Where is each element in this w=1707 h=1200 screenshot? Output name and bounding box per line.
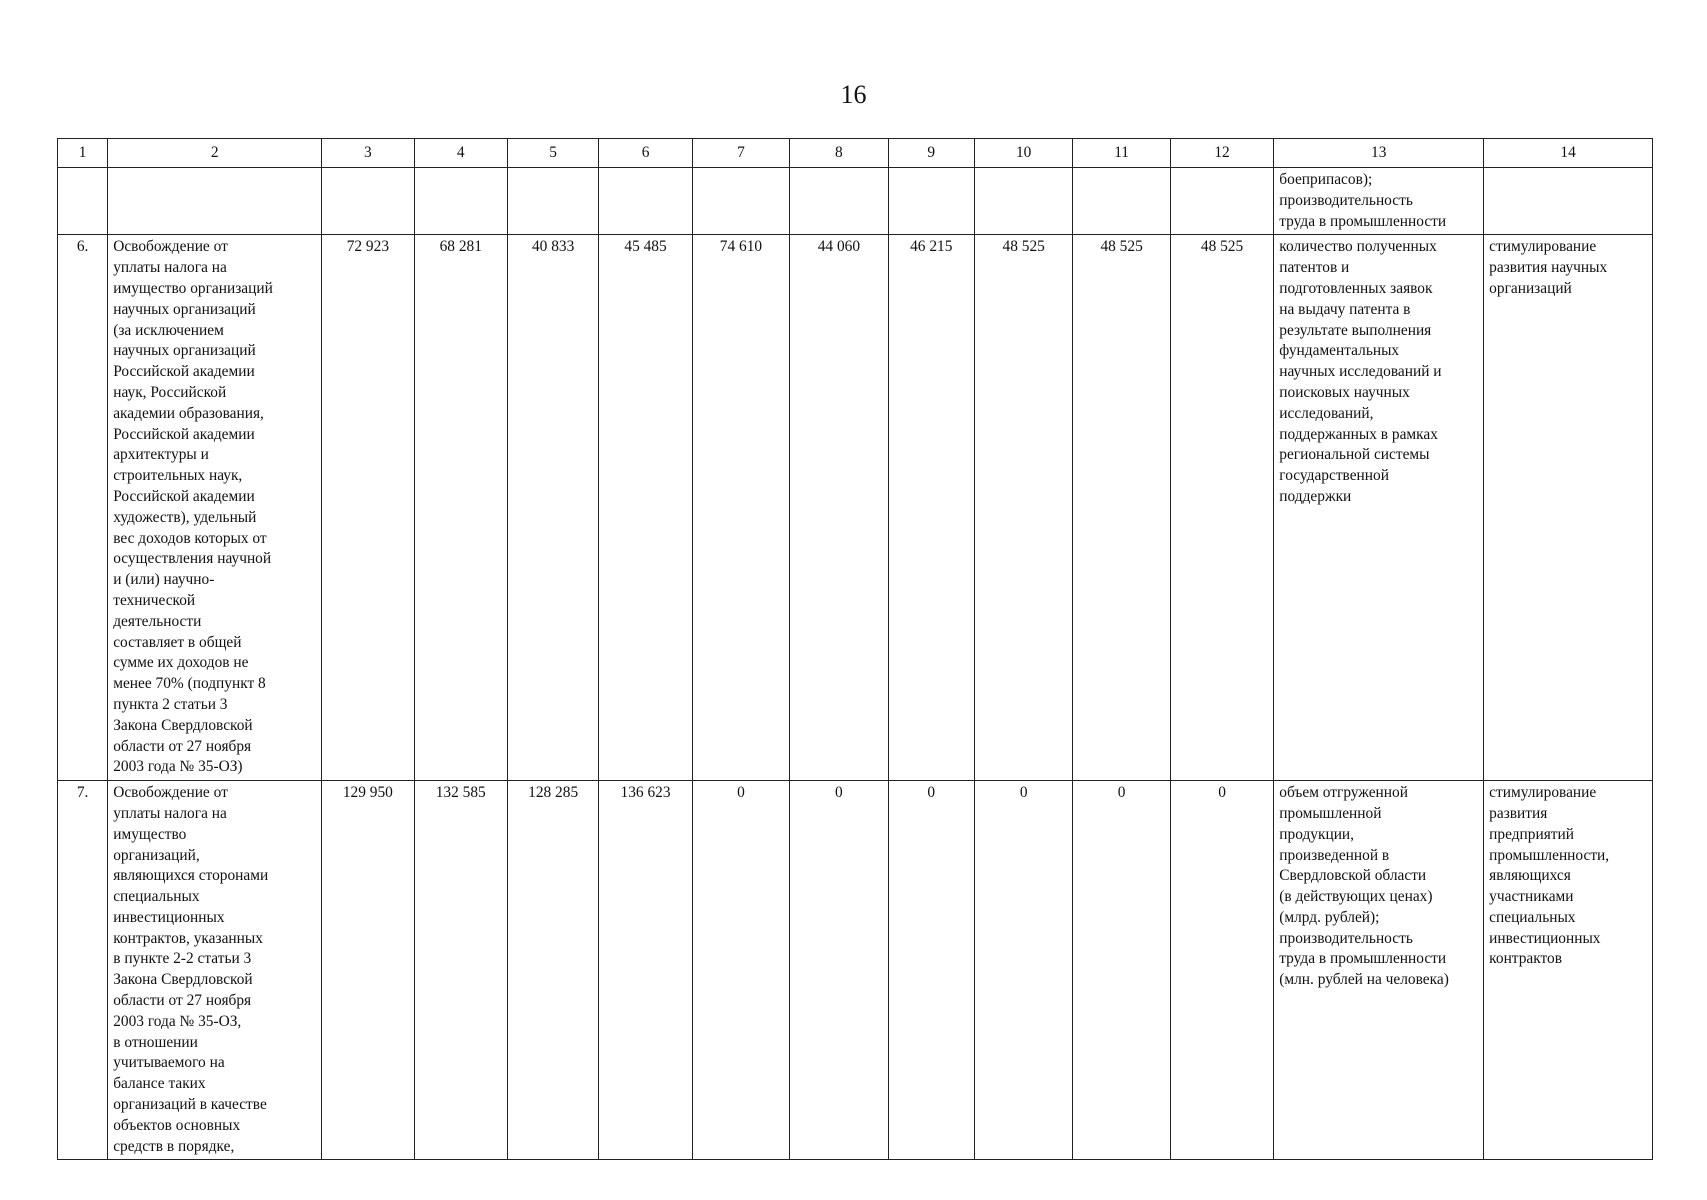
value-cell: 129 950 [322,781,414,1160]
tax-relief-table [57,138,1653,1160]
table-row [58,235,1653,781]
column-number: 3 [322,139,414,168]
value-cell: 0 [1073,781,1170,1160]
table-cell [1170,168,1273,235]
column-number: 8 [790,139,888,168]
row-number: 7. [58,781,108,1160]
value-cell: 128 285 [507,781,598,1160]
column-number-row [58,139,1653,168]
value-cell: 0 [1170,781,1273,1160]
value-cell: 0 [692,781,789,1160]
table-cell [692,168,789,235]
value-cell: 46 215 [888,235,974,781]
table-cell [974,168,1072,235]
value-cell: 44 060 [790,235,888,781]
value-cell: 48 525 [1073,235,1170,781]
table-cell [790,168,888,235]
table-cell [58,168,108,235]
indicator-cell: боеприпасов); производительность труда в промышленности [1274,168,1484,235]
value-cell: 45 485 [599,235,692,781]
column-number: 10 [974,139,1072,168]
column-number: 1 [58,139,108,168]
column-number: 11 [1073,139,1170,168]
table-cell [888,168,974,235]
indicator-cell: объем отгруженной промышленной продукции, произведенной в Свердловской области (в действующих ценах) (млрд. рублей); производительность труда в промышленности (млн. рублей на человека) [1274,781,1484,1160]
column-number: 2 [108,139,322,168]
value-cell: 72 923 [322,235,414,781]
page-number: 16 [840,80,867,109]
table-cell [322,168,414,235]
value-cell: 0 [974,781,1072,1160]
table-cell [599,168,692,235]
column-number: 6 [599,139,692,168]
column-number: 5 [507,139,598,168]
column-number: 13 [1274,139,1484,168]
value-cell: 132 585 [414,781,507,1160]
column-number: 14 [1484,139,1653,168]
value-cell: 136 623 [599,781,692,1160]
value-cell: 0 [790,781,888,1160]
column-number: 12 [1170,139,1273,168]
table-cell [414,168,507,235]
relief-description: Освобождение от уплаты налога на имущество организаций научных организаций (за исключением научных организаций Российской академии наук, Российской академии образования, Российской академии архитектуры и строительных наук, Российской академии художеств), удельный вес доходов которых от осуществления научной и (или) научно- технической деятельности составляет в общей сумме их доходов не менее 70% (подпункт 8 пункта 2 статьи 3 Закона Свердловской области от 27 ноября 2003 года № 35-ОЗ) [108,235,322,781]
value-cell: 48 525 [1170,235,1273,781]
continuation-row [58,168,1653,235]
value-cell: 48 525 [974,235,1072,781]
value-cell: 0 [888,781,974,1160]
table-row [58,781,1653,1160]
table-cell [108,168,322,235]
table-cell [1073,168,1170,235]
table-cell [1484,168,1653,235]
column-number: 7 [692,139,789,168]
row-number: 6. [58,235,108,781]
goal-cell: стимулирование развития научных организаций [1484,235,1653,781]
value-cell: 40 833 [507,235,598,781]
table-cell [507,168,598,235]
column-number: 4 [414,139,507,168]
value-cell: 68 281 [414,235,507,781]
goal-cell: стимулирование развития предприятий промышленности, являющихся участниками специальных инвестиционных контрактов [1484,781,1653,1160]
relief-description: Освобождение от уплаты налога на имущество организаций, являющихся сторонами специальных инвестиционных контрактов, указанных в пункте 2-2 статьи 3 Закона Свердловской области от 27 ноября 2003 года № 35-ОЗ, в отношении учитываемого на балансе таких организаций в качестве объектов основных средств в порядке, [108,781,322,1160]
value-cell: 74 610 [692,235,789,781]
column-number: 9 [888,139,974,168]
indicator-cell: количество полученных патентов и подготовленных заявок на выдачу патента в результате выполнения фундаментальных научных исследований и поисковых научных исследований, поддержанных в рамках региональной системы государственной поддержки [1274,235,1484,781]
